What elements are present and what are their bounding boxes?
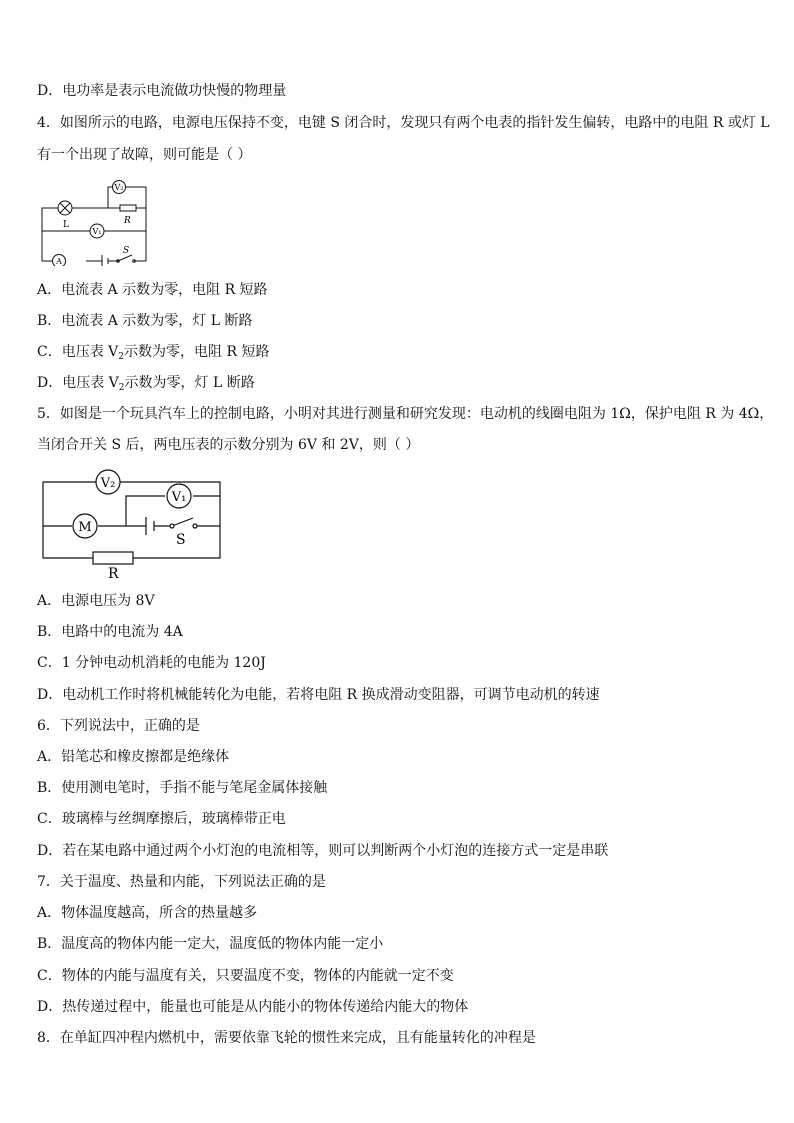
svg-text:M: M <box>78 520 92 535</box>
q5-stem-line2: 当闭合开关 S 后，两电压表的示数分别为 6V 和 2V，则（ ） <box>37 437 420 453</box>
q5-option-a: A．电源电压为 8V <box>37 593 155 609</box>
q6-stem: 6．下列说法中，正确的是 <box>37 718 200 734</box>
q7-option-b: B．温度高的物体内能一定大，温度低的物体内能一定小 <box>37 936 384 952</box>
svg-text:V₁: V₁ <box>92 227 102 236</box>
q4-option-c: C．电压表 $V_2$示数为零，电阻 R 短路 <box>37 344 270 362</box>
voltmeter-v1-icon <box>90 224 104 238</box>
q6-option-d: D．若在某电路中通过两个小灯泡的电流相等，则可以判断两个小灯泡的连接方式一定是串联 <box>37 843 609 859</box>
voltmeter-v2-icon <box>96 470 120 494</box>
q6-option-b: B．使用测电笔时，手指不能与笔尾金属体接触 <box>37 780 328 796</box>
voltmeter-v2-icon <box>113 181 126 194</box>
resistor-label: R <box>124 216 131 226</box>
q5-option-c: C．1 分钟电动机消耗的电能为 120J <box>37 655 266 671</box>
switch-label: S <box>176 532 186 548</box>
q5-option-d: D．电动机工作时将机械能转化为电能，若将电阻 R 换成滑动变阻器，可调节电动机的转速 <box>37 687 600 703</box>
q7-option-c: C．物体的内能与温度有关，只要温度不变，物体的内能就一定不变 <box>37 968 454 984</box>
q4-stem-line2: 有一个出现了故障，则可能是（ ） <box>37 147 252 163</box>
q4-circuit-diagram <box>38 178 150 266</box>
q3-option-d: D．电功率是表示电流做功快慢的物理量 <box>37 83 287 99</box>
q6-option-c: C．玻璃棒与丝绸摩擦后，玻璃棒带正电 <box>37 811 286 827</box>
lamp-label: L <box>63 220 69 230</box>
q4-stem-line1: 4．如图所示的电路，电源电压保持不变，电键 S 闭合时，发现只有两个电表的指针发生偏转，电路中的电阻 R 或灯 L <box>37 115 770 131</box>
q6-option-a: A．铅笔芯和橡皮擦都是绝缘体 <box>37 749 230 765</box>
q8-stem: 8．在单缸四冲程内燃机中，需要依靠飞轮的惯性来完成，且有能量转化的冲程是 <box>37 1030 536 1046</box>
voltmeter-v1-icon <box>167 484 191 508</box>
svg-text:V₂: V₂ <box>100 476 116 491</box>
q7-stem: 7．关于温度、热量和内能，下列说法正确的是 <box>37 874 326 890</box>
ammeter-icon <box>53 255 66 267</box>
q7-option-d: D．热传递过程中，能量也可能是从内能小的物体传递给内能大的物体 <box>37 999 469 1015</box>
svg-text:V₁: V₁ <box>171 490 187 505</box>
switch-label: S <box>123 246 130 256</box>
lamp-icon <box>58 201 72 215</box>
q4-option-a: A．电流表 A 示数为零，电阻 R 短路 <box>37 282 268 298</box>
q7-option-a: A．物体温度越高，所含的热量越多 <box>37 905 258 921</box>
svg-text:A: A <box>56 257 62 266</box>
svg-text:V₂: V₂ <box>114 183 124 192</box>
q5-stem-line1: 5．如图是一个玩具汽车上的控制电路，小明对其进行测量和研究发现：电动机的线圈电阻为 1Ω，保护电阻 R 为 4Ω， <box>37 406 774 422</box>
q5-option-b: B．电路中的电流为 4A <box>37 624 183 640</box>
q5-circuit-diagram <box>38 466 228 582</box>
q4-option-d: D．电压表 $V_2$示数为零，灯 L 断路 <box>37 375 255 393</box>
motor-icon <box>73 514 97 538</box>
resistor-label: R <box>108 566 119 582</box>
q4-option-b: B．电流表 A 示数为零，灯 L 断路 <box>37 313 253 329</box>
